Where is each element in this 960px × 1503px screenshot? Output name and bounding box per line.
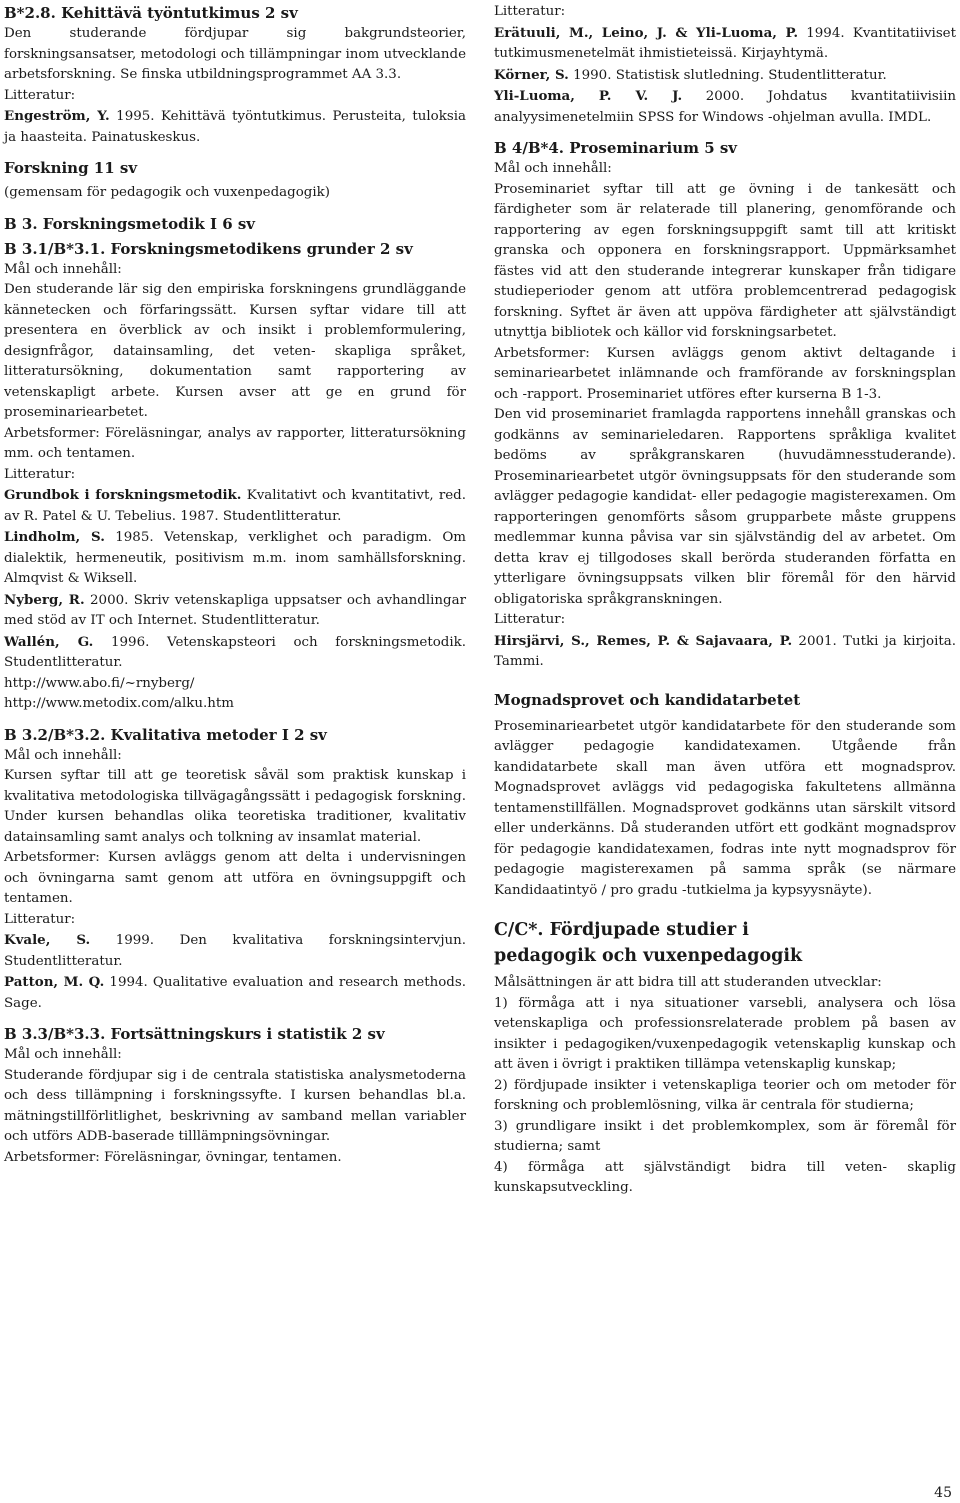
ref-author: Körner, S. bbox=[494, 66, 569, 83]
b32-reference bbox=[4, 972, 466, 1014]
forskning-subtitle: (gemensam för pedagogik och vuxenpedagogik) bbox=[4, 185, 330, 200]
b4-work: Arbetsformer: Kursen avläggs genom aktivt deltagande i seminariearbetet inlämnande och framförande av forskningsplan och -rapport. Proseminariet utföres efter kurserna B 1-3. bbox=[494, 345, 956, 402]
b33-text: Studerande fördjupar sig i de centrala statistiska analysmetoderna och dess tillämpning i forskningssyfte. I kursen behandlas bl.a. mätningstillförlitlighet, beskrivning av samband mellan variabler och utförs ADB-baserade tilllämpningsövningar. bbox=[4, 1067, 466, 1144]
section-heading-b4: B 4/B*4. Proseminarium 5 sv bbox=[494, 139, 738, 157]
ref-author: Yli-Luoma, P. V. J. bbox=[494, 88, 683, 104]
b33-goal-label: Mål och innehåll: bbox=[4, 1047, 122, 1062]
b32-text: Kursen syftar till att ge teoretisk såväl som praktisk kunskap i kvalitativa metodologiska tillvägagångssätt i pedagogisk forskning. Under kursen behandlas olika teoretiska traditioner, kvalitativ datainsamling samt analys och tolkning av insamlat material. bbox=[4, 768, 466, 845]
section-heading-forskning: Forskning 11 sv bbox=[4, 159, 138, 177]
b33-reference bbox=[494, 86, 956, 128]
ref-author: Grundbok i forskningsmetodik. bbox=[4, 487, 242, 503]
ref-text: 1994. Qualitative evaluation and research methods. Sage. bbox=[4, 975, 466, 1011]
section-heading-b3: B 3. Forskningsmetodik I 6 sv bbox=[4, 214, 256, 233]
b28-literature-label: Litteratur: bbox=[4, 87, 76, 103]
section-heading-c-line2: pedagogik och vuxenpedagogik bbox=[494, 946, 803, 966]
b32-goal-label: Mål och innehåll: bbox=[4, 747, 122, 763]
b28-reference bbox=[4, 106, 466, 148]
ref-author: Erätuuli, M., Leino, J. & Yli-Luoma, P. bbox=[494, 24, 799, 41]
b32-reference bbox=[4, 930, 466, 972]
c-list-item: 3) grundligare insikt i det problemkomplex, som är föremål för studierna; samt bbox=[494, 1118, 956, 1154]
section-heading-mognadsprov: Mognadsprovet och kandidatarbetet bbox=[494, 690, 801, 709]
c-list-item: 4) förmåga att självständigt bidra till veten- skaplig kunskapsutveckling. bbox=[494, 1159, 956, 1195]
ref-text: 1994. Kvantitatiiviset tutkimusmenetelmät ihmistieteissä. Kirjayhtymä. bbox=[494, 25, 956, 61]
ref-text: 1996. Vetenskapsteori och forskningsmetodik. Studentlitteratur. bbox=[4, 634, 466, 670]
c-list-item: 1) förmåga att i nya situationer varsebli, analysera och lösa vetenskapliga och professionsrelaterade problem på basen av insikter i pedagogiken/vuxenpedagogik vetenskaplig kunskap och att även i övrigt i praktiken tillämpa vetenskaplig kunskap; bbox=[494, 995, 956, 1072]
b4-assessment: Den vid proseminariet framlagda rapportens innehåll granskas och godkänns av seminarieledaren. Rapportens språkliga kvalitet bedöms av språkgranskaren (huvudämnesstuderande). Proseminariearbetet utgör övningsuppsats för den studerande som avlägger pedagogie kandidat- eller pedagogie magisterexamen. Om rapporteringen genomförts såsom grupparbete måste gruppens medlemmar kunna påvisa var sin självständig del av arbetet. Om detta krav ej tillgodoses skall berörda studeranden författa en ytterligare övningsuppsats vilken blir föremål för den härvid obligatoriska språkgranskningen. bbox=[494, 407, 956, 607]
b32-literature-label: Litteratur: bbox=[4, 911, 76, 927]
b33-reference bbox=[494, 23, 956, 65]
ref-author: Hirsjärvi, S., Remes, P. & Sajavaara, P. bbox=[494, 632, 793, 649]
ref-text: 1990. Statistisk slutledning. Studentlitteratur. bbox=[568, 67, 887, 83]
url-link[interactable]: http://www.metodix.com/alku.htm bbox=[4, 696, 235, 711]
b33-reference bbox=[494, 65, 956, 87]
b31-text: Den studerande lär sig den empiriska forskningens grundläggande kännetecken och förfaringssätt. Kursen syftar vidare till att presentera en överblick av och insikt i problemformulering, designfrågor, datainsamling, det veten- skapliga språket, litteratursökning, dokumentation samt rapportering av vetenskapligt arbete. Kursen avser att ge en grund för proseminariearbetet. bbox=[4, 282, 466, 420]
b32-work: Arbetsformer: Kursen avläggs genom att delta i undervisningen och övningarna samt genom att utföra en övningsuppgift och tentamen. bbox=[4, 850, 466, 906]
url-link[interactable]: http://www.abo.fi/~rnyberg/ bbox=[4, 675, 195, 691]
section-heading-c-line1: C/C*. Fördjupade studier i bbox=[494, 920, 749, 940]
b31-reference bbox=[4, 632, 466, 674]
b31-reference bbox=[4, 527, 466, 590]
ref-text: 2000. Skriv vetenskapliga uppsatser och avhandlingar med stöd av IT och Internet. Studentlitteratur. bbox=[4, 592, 466, 628]
right-column bbox=[494, 0, 956, 1199]
ref-author: Lindholm, S. bbox=[4, 529, 105, 545]
page-number: 45 bbox=[934, 1485, 952, 1501]
b4-literature-label: Litteratur: bbox=[494, 612, 566, 627]
left-column bbox=[4, 0, 466, 1168]
ref-text: 1985. Vetenskap, verklighet och paradigm. Om dialektik, hermeneutik, positivism m.m. inom samhällsforskning. Almqvist & Wiksell. bbox=[4, 530, 467, 586]
b31-goal-label: Mål och innehåll: bbox=[4, 261, 122, 277]
section-heading-b31: B 3.1/B*3.1. Forskningsmetodikens grunder 2 sv bbox=[4, 239, 413, 258]
ref-text: 1999. Den kvalitativa forskningsintervjun. Studentlitteratur. bbox=[4, 933, 466, 969]
b28-text: Den studerande fördjupar sig bakgrundsteorier, forskningsansatser, metodologi och tillämpningar inom utvecklande arbetsforskning. Se finska utbildningsprogrammet AA 3.3. bbox=[4, 26, 466, 82]
c-list-item: 2) fördjupade insikter i vetenskapliga teorier och om metoder för forskning och problemlösning, vilka är centrala för studierna; bbox=[494, 1077, 956, 1113]
b4-text: Proseminariet syftar till att ge övning i de tankesätt och färdigheter som är relaterade till planering, genomförande och rapportering av egen forskningsuppgift samt till att kritiskt granska och opponera en forskningsrapport. Uppmärksamhet fästes vid att den studerande integrerar kunskaper från tidigare studieperioder genom att utföra problemcentrerad pedagogisk forskning. Syftet är även att uppöva färdigheter att självständigt utnyttja bibliotek och källor vid forskningsarbetet. bbox=[494, 181, 956, 340]
section-heading-b28: B*2.8. Kehittävä työntutkimus 2 sv bbox=[4, 4, 298, 22]
b4-reference bbox=[494, 631, 956, 673]
ref-author: Kvale, S. bbox=[4, 932, 91, 948]
b31-work: Arbetsformer: Föreläsningar, analys av rapporter, litteratursökning mm. och tentamen. bbox=[4, 425, 466, 461]
ref-author: Patton, M. Q. bbox=[4, 974, 105, 990]
ref-author: Engeström, Y. bbox=[4, 108, 110, 124]
c-intro: Målsättningen är att bidra till att studeranden utvecklar: bbox=[494, 975, 882, 990]
ref-text: 2001. Tutki ja kirjoita. Tammi. bbox=[494, 633, 956, 669]
section-heading-b32: B 3.2/B*3.2. Kvalitativa metoder I 2 sv bbox=[4, 725, 327, 744]
ref-author: Nyberg, R. bbox=[4, 591, 85, 608]
mognadsprov-text: Proseminariearbetet utgör kandidatarbete för den studerande som avlägger pedagogie kandidatexamen. Utgående från kandidatarbete skall man även utföra ett mognadsprov. Mognadsprovet avläggs vid pedagogiska fakultetens allmänna tentamenstillfällen. Mognadsprovet godkänns utan särskilt vitsord eller underkänns. Då studeranden utfört ett godkänt mognadsprov för pedagogie kandidatexamen, fodras inte nytt mognadsprov för pedagogie magisterexamen på samma språk (se närmare Kandidaatintyö / pro gradu -tutkielma ja kypsyysnäyte). bbox=[494, 718, 956, 898]
ref-text: 1995. Kehittävä työntutkimus. Perusteita, tuloksia ja haasteita. Painatuskeskus. bbox=[4, 109, 466, 145]
b33-literature-label: Litteratur: bbox=[494, 4, 566, 19]
ref-author: Wallén, G. bbox=[4, 633, 94, 650]
b31-reference bbox=[4, 485, 466, 527]
b31-reference bbox=[4, 590, 466, 632]
ref-text: 2000. Johdatus kvantitatiivisiin analyysimenetelmiin SPSS for Windows -ohjelman avulla. IMDL. bbox=[494, 89, 956, 125]
section-heading-b33: B 3.3/B*3.3. Fortsättningskurs i statistik 2 sv bbox=[4, 1025, 385, 1043]
b31-literature-label: Litteratur: bbox=[4, 466, 76, 482]
b33-work: Arbetsformer: Föreläsningar, övningar, tentamen. bbox=[4, 1149, 342, 1165]
ref-text: Kvalitativt och kvantitativt, red. av R. Patel & U. Tebelius. 1987. Studentlitteratur. bbox=[4, 488, 466, 524]
b4-goal-label: Mål och innehåll: bbox=[494, 161, 612, 176]
